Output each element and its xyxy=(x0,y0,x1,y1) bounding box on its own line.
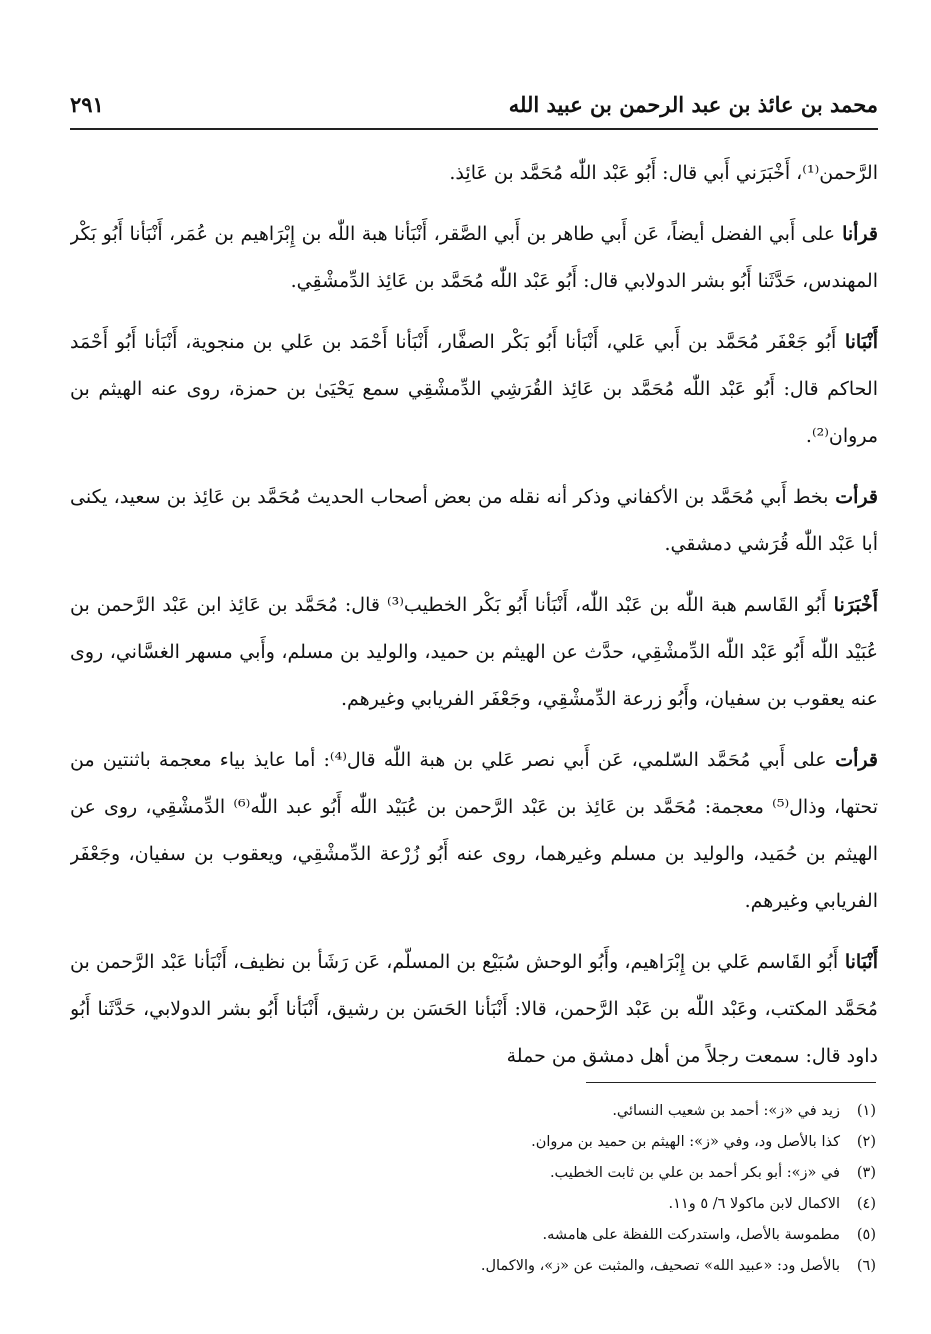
footnote-text: الاكمال لابن ماكولا ٦/ ٥ و١١. xyxy=(668,1196,840,1212)
paragraph-text: على أَبي مُحَمَّد السّلمي، عَن أَبي نصر عَلي بن هبة اللّٰه قال⁽⁴⁾: أما عايذ بياء معجمة باثنتين من تحتها، وذال⁽⁵⁾ معجمة: مُحَمَّد بن عَائِذ بن عَبْد الرَّحمن بن عُبَيْد اللّٰه أَبُو عبد اللّٰه⁽⁶⁾ الدِّمشْقِي، روى عن الهيثم بن حُمَيد، والوليد بن مسلم وغيرهما، روى عنه أَبُو زُرْعة الدِّمشْقِي، ويعقوب بن سفيان، وجَعْفَر الفريابي وغيرهم. xyxy=(70,749,878,912)
paragraph-lead: أَخْبَرَنا xyxy=(833,594,878,616)
paragraph-lead: قرأنا xyxy=(842,223,878,245)
footnote xyxy=(56,1220,876,1251)
paragraph xyxy=(70,582,878,723)
footnote-number: (٦) xyxy=(856,1258,876,1274)
paragraph xyxy=(70,211,878,305)
paragraph-text: أَبُو القَاسم هبة اللّٰه بن عَبْد اللّٰه، أَنْبَأنا أَبُو بَكْر الخطيب⁽³⁾ قال: مُحَمَّد بن عَائِذ ابن عَبْد الرَّحمن بن عُبَيْد اللّٰه أَبُو عَبْد اللّٰه الدِّمشْقِي، حدَّث عن الهيثم بن حميد، والوليد بن مسلم، وأَبي مسهر الغسَّاني، روى عنه يعقوب بن سفيان، وأَبُو زرعة الدِّمشْقِي، وجَعْفَر الفريابي وغيرهم. xyxy=(70,594,878,710)
footnote-number: (٤) xyxy=(856,1196,876,1212)
page-header xyxy=(70,92,878,130)
footnote xyxy=(56,1189,876,1220)
footnote-number: (٣) xyxy=(856,1165,876,1181)
running-title: محمد بن عائذ بن عبد الرحمن بن عبيد الله xyxy=(508,92,878,117)
footnote xyxy=(56,1158,876,1189)
footnote-number: (٥) xyxy=(856,1227,876,1243)
paragraph-lead: أَنْبَانا xyxy=(844,951,878,973)
footnotes xyxy=(56,1096,876,1296)
paragraph xyxy=(70,150,878,197)
main-text xyxy=(70,150,878,1070)
footnote-text: زيد في «ز»: أحمد بن شعيب النسائي. xyxy=(612,1103,840,1119)
footnote-text: كذا بالأصل ود، وفي «ز»: الهيثم بن حميد بن مروان. xyxy=(531,1134,840,1150)
paragraph xyxy=(70,474,878,568)
footnote-divider xyxy=(586,1082,876,1083)
footnote xyxy=(56,1251,876,1282)
paragraph-lead: أَنْبَانا xyxy=(844,331,878,353)
footnote-number: (١) xyxy=(856,1103,876,1119)
footnote-text: بالأصل ود: «عبيد الله» تصحيف، والمثبت عن «ز»، والاكمال. xyxy=(480,1258,840,1274)
paragraph xyxy=(70,319,878,460)
footnote xyxy=(56,1096,876,1127)
paragraph-text: أَبُو القَاسم عَلي بن إِبْرَاهيم، وأَبُو الوحش سُبَيْع بن المسلّم، عَن رَشَأ بن نظيف، أَنْبَأنا عَبْد الرَّحمن بن مُحَمَّد المكتب، وعَبْد اللّٰه بن عَبْد الرَّحمن، قالا: أَنْبَأنا الحَسَن بن رشيق، أَنْبَأنا أَبُو بشر الدولابي، حَدَّثَنا أَبُو داود قال: سمعت رجلاً من أهل دمشق من حملة xyxy=(70,951,878,1067)
paragraph xyxy=(70,737,878,925)
paragraph-text: الرَّحمن⁽¹⁾، أَخْبَرَني أَبي قال: أَبُو عَبْد اللّٰه مُحَمَّد بن عَائِذ. xyxy=(449,162,878,184)
page-number: ٢٩١ xyxy=(70,92,104,117)
footnote xyxy=(56,1127,876,1158)
footnote-number: (٢) xyxy=(856,1134,876,1150)
paragraph xyxy=(70,939,878,1070)
paragraph-text: أَبُو جَعْفَر مُحَمَّد بن أَبي عَلي، أَنْبَأنا أَبُو بَكْر الصفَّار، أَنْبَأنا أَحْمَد بن عَلي بن منجوية، أَنْبَأنا أَبُو أَحْمَد الحاكم قال: أَبُو عَبْد اللّٰه مُحَمَّد بن عَائِذ القُرَشِي الدِّمشْقِي سمع يَحْيَىٰ بن حمزة، روى عنه الهيثم بن مروان⁽²⁾. xyxy=(70,331,878,447)
paragraph-text: بخط أَبي مُحَمَّد بن الأكفاني وذكر أنه نقله من بعض أصحاب الحديث مُحَمَّد بن عَائِذ بن سعيد، يكنى أبا عَبْد اللّٰه قُرَشي دمشقي. xyxy=(70,486,878,555)
footnote-text: مطموسة بالأصل، واستدركت اللفظة على هامشه. xyxy=(542,1227,840,1243)
paragraph-lead: قرأت xyxy=(835,486,878,508)
footnote-text: في «ز»: أبو بكر أحمد بن علي بن ثابت الخطيب. xyxy=(549,1165,840,1181)
paragraph-lead: قرأت xyxy=(835,749,878,771)
paragraph-text: على أَبي الفضل أيضاً، عَن أَبي طاهر بن أَبي الصَّقر، أَنْبَأنا هبة اللّٰه بن إِبْرَاهيم بن عُمَر، أَنْبَأنا أَبُو بَكْر المهندس، حَدَّثَنا أَبُو بشر الدولابي قال: أَبُو عَبْد اللّٰه مُحَمَّد بن عَائِذ الدِّمشْقِي. xyxy=(70,223,878,292)
